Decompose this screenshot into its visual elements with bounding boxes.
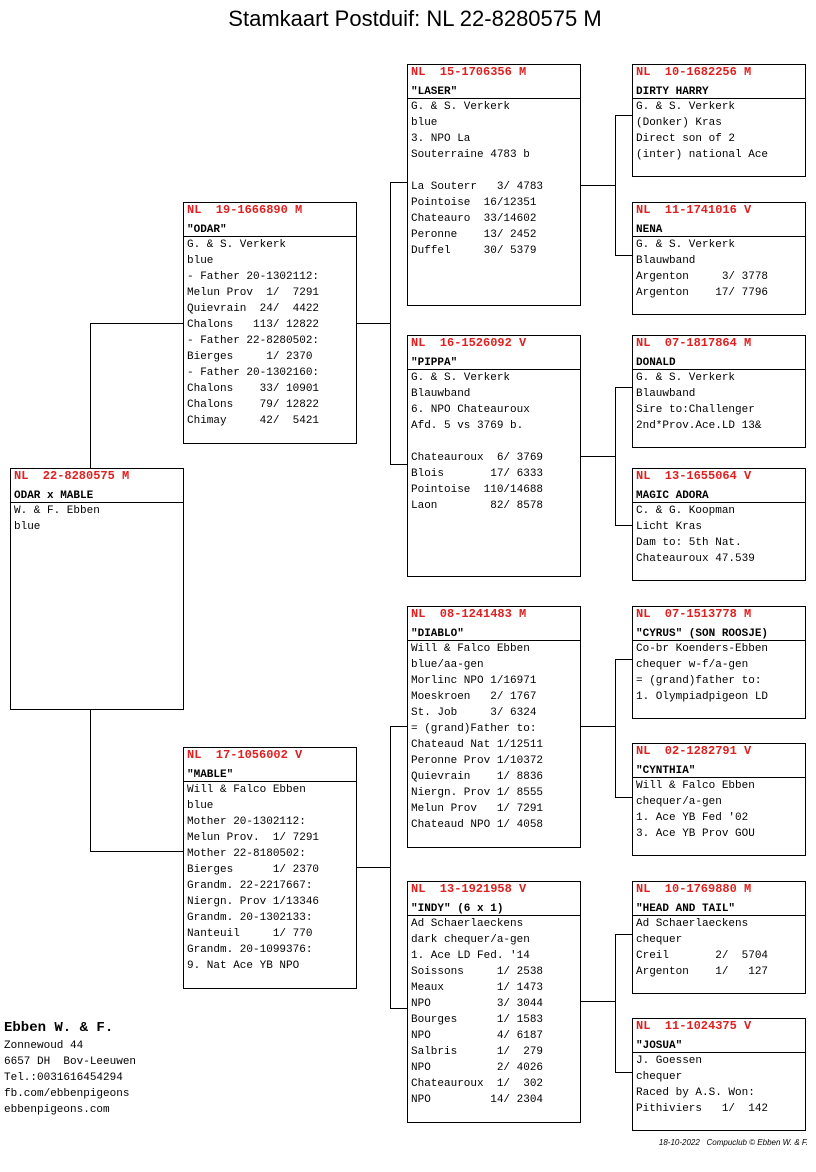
detail-line: Co-br Koenders-Ebben bbox=[636, 643, 769, 655]
connector-line bbox=[615, 525, 633, 526]
connector-line bbox=[615, 659, 616, 797]
detail-line: Argenton 17/ 7796 bbox=[636, 287, 769, 299]
detail-line: Laon 82/ 8578 bbox=[411, 500, 544, 512]
pigeon-details bbox=[633, 778, 805, 842]
detail-line: 1. Olympiadpigeon LD bbox=[636, 691, 769, 703]
connector-line bbox=[90, 323, 91, 469]
connector-line bbox=[615, 255, 633, 256]
card-dam-dam-sire bbox=[632, 881, 806, 994]
detail-line: Will & Falco Ebben bbox=[636, 780, 755, 792]
detail-line: blue bbox=[187, 800, 214, 812]
detail-line: 1. Ace LD Fed. '14 bbox=[411, 950, 530, 962]
detail-line: Chalons 33/ 10901 bbox=[187, 383, 320, 395]
detail-line: J. Goessen bbox=[636, 1055, 703, 1067]
detail-line: Melun Prov 1/ 7291 bbox=[187, 287, 320, 299]
card-subject bbox=[10, 468, 184, 710]
pigeon-details bbox=[633, 1053, 805, 1117]
ring-number: NL 10-1769880 M bbox=[636, 882, 752, 896]
connector-line bbox=[615, 934, 633, 935]
ring-number: NL 19-1666890 M bbox=[187, 203, 303, 217]
detail-line: Pithiviers 1/ 142 bbox=[636, 1103, 769, 1115]
detail-line: Quievrain 1/ 8836 bbox=[411, 771, 544, 783]
detail-line: Melun Prov. 1/ 7291 bbox=[187, 832, 320, 844]
detail-line: Nanteuil 1/ 770 bbox=[187, 928, 313, 940]
card-sire-dam-dam bbox=[632, 468, 806, 581]
detail-line: Argenton 3/ 3778 bbox=[636, 271, 769, 283]
detail-line: Peronne Prov 1/10372 bbox=[411, 755, 544, 767]
connector-line bbox=[615, 934, 616, 1072]
detail-line: St. Job 3/ 6324 bbox=[411, 707, 537, 719]
detail-line: 9. Nat Ace YB NPO bbox=[187, 960, 300, 972]
detail-line: Niergn. Prov 1/13346 bbox=[187, 896, 320, 908]
detail-line: G. & S. Verkerk bbox=[636, 372, 736, 384]
pigeon-name: "ODAR" bbox=[184, 219, 356, 237]
detail-line: (inter) national Ace bbox=[636, 149, 769, 161]
pigeon-details bbox=[633, 370, 805, 434]
detail-line: Blois 17/ 6333 bbox=[411, 468, 544, 480]
detail-line: Creil 2/ 5704 bbox=[636, 950, 769, 962]
card-dam-sire-dam bbox=[632, 743, 806, 856]
pigeon-details bbox=[633, 641, 805, 705]
detail-line: Peronne 13/ 2452 bbox=[411, 229, 537, 241]
detail-line: 2nd*Prov.Ace.LD 13& bbox=[636, 420, 762, 432]
pigeon-name: "DIABLO" bbox=[408, 623, 580, 641]
detail-line: Bierges 1/ 2370 bbox=[187, 864, 320, 876]
ring-number: NL 17-1056002 V bbox=[187, 748, 303, 762]
connector-line bbox=[356, 323, 391, 324]
detail-line bbox=[411, 434, 577, 450]
pigeon-details bbox=[408, 370, 580, 514]
detail-line: NPO 4/ 6187 bbox=[411, 1030, 544, 1042]
detail-line: = (grand)father to: bbox=[636, 675, 762, 687]
ring-number: NL 07-1817864 M bbox=[636, 336, 752, 350]
connector-line bbox=[615, 1072, 633, 1073]
connector-line bbox=[356, 867, 391, 868]
card-dam-sire-sire bbox=[632, 606, 806, 719]
pigeon-details bbox=[633, 99, 805, 163]
detail-line: Mother 20-1302112: bbox=[187, 816, 306, 828]
card-dam-dam-dam bbox=[632, 1018, 806, 1131]
detail-line: Mother 22-8180502: bbox=[187, 848, 306, 860]
detail-line: Chateauroux 1/ 302 bbox=[411, 1078, 544, 1090]
detail-line: Licht Kras bbox=[636, 521, 703, 533]
detail-line: Blauwband bbox=[636, 255, 696, 267]
detail-line: C. & G. Koopman bbox=[636, 505, 736, 517]
detail-line: Souterraine 4783 b bbox=[411, 149, 530, 161]
card-sire-dam-sire bbox=[632, 335, 806, 448]
connector-line bbox=[90, 323, 184, 324]
ring-number: NL 11-1741016 V bbox=[636, 203, 752, 217]
detail-line: 6. NPO Chateauroux bbox=[411, 404, 530, 416]
connector-line bbox=[390, 726, 391, 1008]
detail-line: Dam to: 5th Nat. bbox=[636, 537, 742, 549]
pigeon-name: "CYRUS" (SON ROOSJE) bbox=[633, 623, 805, 641]
detail-line: Quievrain 24/ 4422 bbox=[187, 303, 320, 315]
owner-postcode: 6657 DH Bov-Leeuwen bbox=[4, 1056, 137, 1068]
detail-line: chequer w-f/a-gen bbox=[636, 659, 749, 671]
detail-line: - Father 22-8280502: bbox=[187, 335, 320, 347]
pigeon-name: DONALD bbox=[633, 352, 805, 370]
pigeon-name: "JOSUA" bbox=[633, 1035, 805, 1053]
detail-line: blue bbox=[14, 521, 41, 533]
detail-line: NPO 2/ 4026 bbox=[411, 1062, 544, 1074]
connector-line bbox=[580, 456, 615, 457]
pigeon-name: "PIPPA" bbox=[408, 352, 580, 370]
detail-line: Ad Schaerlaeckens bbox=[636, 918, 749, 930]
ring-number: NL 22-8280575 M bbox=[14, 469, 130, 483]
detail-line: Blauwband bbox=[636, 388, 696, 400]
detail-line bbox=[411, 163, 577, 179]
connector-line bbox=[390, 182, 408, 183]
detail-line: Chateauroux 6/ 3769 bbox=[411, 452, 544, 464]
owner-facebook-link[interactable]: fb.com/ebbenpigeons bbox=[4, 1088, 130, 1100]
pigeon-details bbox=[633, 503, 805, 567]
detail-line: Pointoise 16/12351 bbox=[411, 197, 537, 209]
connector-line bbox=[615, 115, 633, 116]
detail-line: Grandm. 20-1302133: bbox=[187, 912, 313, 924]
detail-line: Duffel 30/ 5379 bbox=[411, 245, 537, 257]
detail-line: Pointoise 110/14688 bbox=[411, 484, 544, 496]
pigeon-details bbox=[11, 503, 183, 535]
footer-credit: 18-10-2022 Compuclub © Ebben W. & F. bbox=[658, 1138, 808, 1147]
pigeon-name: ODAR x MABLE bbox=[11, 485, 183, 503]
pigeon-name: "MABLE" bbox=[184, 764, 356, 782]
detail-line: Blauwband bbox=[411, 388, 471, 400]
detail-line: Moeskroen 2/ 1767 bbox=[411, 691, 537, 703]
detail-line: NPO 14/ 2304 bbox=[411, 1094, 544, 1106]
owner-block bbox=[4, 1018, 136, 1118]
card-dam-sire bbox=[407, 606, 581, 848]
pigeon-name: NENA bbox=[633, 219, 805, 237]
pigeon-name: "HEAD AND TAIL" bbox=[633, 898, 805, 916]
connector-line bbox=[580, 1001, 615, 1002]
detail-line: W. & F. Ebben bbox=[14, 505, 100, 517]
detail-line: Ad Schaerlaeckens bbox=[411, 918, 524, 930]
pigeon-details bbox=[408, 99, 580, 259]
detail-line: G. & S. Verkerk bbox=[411, 101, 511, 113]
owner-address: Zonnewoud 44 bbox=[4, 1040, 84, 1052]
detail-line: La Souterr 3/ 4783 bbox=[411, 181, 544, 193]
pigeon-details bbox=[633, 916, 805, 980]
detail-line: Direct son of 2 bbox=[636, 133, 736, 145]
detail-line: Argenton 1/ 127 bbox=[636, 966, 769, 978]
pigeon-name: "LASER" bbox=[408, 81, 580, 99]
detail-line: Sire to:Challenger bbox=[636, 404, 755, 416]
detail-line: blue bbox=[411, 117, 438, 129]
connector-line bbox=[615, 797, 633, 798]
ring-number: NL 07-1513778 M bbox=[636, 607, 752, 621]
connector-line bbox=[580, 726, 615, 727]
pigeon-details bbox=[408, 641, 580, 833]
detail-line: chequer bbox=[636, 1071, 683, 1083]
card-dam-dam bbox=[407, 881, 581, 1123]
ring-number: NL 15-1706356 M bbox=[411, 65, 527, 79]
connector-line bbox=[390, 726, 408, 727]
detail-line: Soissons 1/ 2538 bbox=[411, 966, 544, 978]
detail-line: Raced by A.S. Won: bbox=[636, 1087, 755, 1099]
detail-line: Melun Prov 1/ 7291 bbox=[411, 803, 544, 815]
ring-number: NL 08-1241483 M bbox=[411, 607, 527, 621]
ring-number: NL 02-1282791 V bbox=[636, 744, 752, 758]
ring-number: NL 16-1526092 V bbox=[411, 336, 527, 350]
detail-line: G. & S. Verkerk bbox=[636, 239, 736, 251]
connector-line bbox=[615, 387, 633, 388]
connector-line bbox=[615, 659, 633, 660]
detail-line: Chateauro 33/14602 bbox=[411, 213, 537, 225]
detail-line: - Father 20-1302112: bbox=[187, 271, 320, 283]
detail-line: Chalons 79/ 12822 bbox=[187, 399, 320, 411]
detail-line: blue bbox=[187, 255, 214, 267]
detail-line: Will & Falco Ebben bbox=[187, 784, 306, 796]
detail-line: blue/aa-gen bbox=[411, 659, 484, 671]
detail-line: - Father 20-1302160: bbox=[187, 367, 320, 379]
detail-line: Will & Falco Ebben bbox=[411, 643, 530, 655]
detail-line: Bourges 1/ 1583 bbox=[411, 1014, 544, 1026]
detail-line: G. & S. Verkerk bbox=[636, 101, 736, 113]
pigeon-name: MAGIC ADORA bbox=[633, 485, 805, 503]
owner-name: Ebben W. & F. bbox=[4, 1020, 114, 1036]
detail-line: 3. NPO La bbox=[411, 133, 471, 145]
card-sire bbox=[183, 202, 357, 444]
detail-line: Grandm. 20-1099376: bbox=[187, 944, 313, 956]
connector-line bbox=[615, 387, 616, 525]
ring-number: NL 13-1921958 V bbox=[411, 882, 527, 896]
connector-line bbox=[90, 709, 91, 851]
detail-line: Grandm. 22-2217667: bbox=[187, 880, 313, 892]
detail-line: 3. Ace YB Prov GOU bbox=[636, 828, 755, 840]
card-sire-sire-sire bbox=[632, 64, 806, 177]
ring-number: NL 13-1655064 V bbox=[636, 469, 752, 483]
detail-line: Bierges 1/ 2370 bbox=[187, 351, 313, 363]
pigeon-name: "INDY" (6 x 1) bbox=[408, 898, 580, 916]
detail-line: NPO 3/ 3044 bbox=[411, 998, 544, 1010]
detail-line: Afd. 5 vs 3769 b. bbox=[411, 420, 524, 432]
connector-line bbox=[580, 185, 615, 186]
detail-line: Salbris 1/ 279 bbox=[411, 1046, 544, 1058]
detail-line: Niergn. Prov 1/ 8555 bbox=[411, 787, 544, 799]
owner-phone: Tel.:0031616454294 bbox=[4, 1072, 123, 1084]
detail-line: G. & S. Verkerk bbox=[187, 239, 287, 251]
connector-line bbox=[390, 182, 391, 464]
detail-line: G. & S. Verkerk bbox=[411, 372, 511, 384]
owner-website-link[interactable]: ebbenpigeons.com bbox=[4, 1104, 110, 1116]
card-sire-sire bbox=[407, 64, 581, 306]
detail-line: chequer bbox=[636, 934, 683, 946]
ring-number: NL 10-1682256 M bbox=[636, 65, 752, 79]
detail-line: Chimay 42/ 5421 bbox=[187, 415, 320, 427]
connector-line bbox=[390, 1008, 408, 1009]
card-sire-dam bbox=[407, 335, 581, 577]
page-title: Stamkaart Postduif: NL 22-8280575 M bbox=[228, 6, 602, 31]
detail-line: dark chequer/a-gen bbox=[411, 934, 530, 946]
connector-line bbox=[390, 464, 408, 465]
card-sire-sire-dam bbox=[632, 202, 806, 315]
card-dam bbox=[183, 747, 357, 989]
detail-line: chequer/a-gen bbox=[636, 796, 722, 808]
pigeon-details bbox=[184, 782, 356, 974]
pigeon-details bbox=[408, 916, 580, 1108]
detail-line: = (grand)Father to: bbox=[411, 723, 537, 735]
connector-line bbox=[90, 851, 184, 852]
detail-line: Chalons 113/ 12822 bbox=[187, 319, 320, 331]
detail-line: (Donker) Kras bbox=[636, 117, 722, 129]
detail-line: Chateauroux 47.539 bbox=[636, 553, 755, 565]
detail-line: 1. Ace YB Fed '02 bbox=[636, 812, 749, 824]
detail-line: Morlinc NPO 1/16971 bbox=[411, 675, 537, 687]
connector-line bbox=[615, 115, 616, 255]
ring-number: NL 11-1024375 V bbox=[636, 1019, 752, 1033]
pigeon-details bbox=[184, 237, 356, 429]
detail-line: Chateaud Nat 1/12511 bbox=[411, 739, 544, 751]
pigeon-details bbox=[633, 237, 805, 301]
detail-line: Meaux 1/ 1473 bbox=[411, 982, 544, 994]
pigeon-name: DIRTY HARRY bbox=[633, 81, 805, 99]
pigeon-name: "CYNTHIA" bbox=[633, 760, 805, 778]
detail-line: Chateaud NPO 1/ 4058 bbox=[411, 819, 544, 831]
